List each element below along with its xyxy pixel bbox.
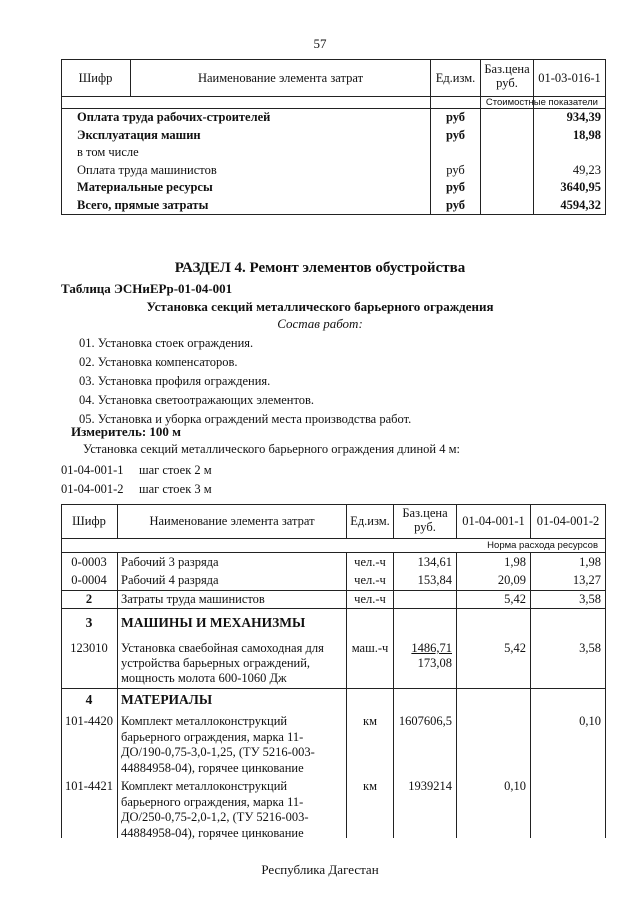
cost-row-name: Эксплуатация машин xyxy=(77,127,201,142)
footer: Республика Дагестан xyxy=(261,862,379,877)
row-unit: км xyxy=(363,714,377,728)
variant-code: 01-04-001-1 xyxy=(61,463,124,477)
row-unit: чел.-ч xyxy=(354,592,386,606)
row-name: Комплект металлоконструкций барьерного ограждения, марка 11- ДО/190-0,75-3,0-1,25, (ТУ 5216-003- 44884958-04), горячее цинкование xyxy=(121,714,315,775)
cost-row-unit: руб xyxy=(445,197,466,212)
row-name: Затраты труда машинистов xyxy=(121,592,265,606)
row-value2: 0,10 xyxy=(579,714,601,728)
variant-list xyxy=(61,461,212,499)
table-id: Таблица ЭСНиЕРр-01-04-001 xyxy=(61,281,233,296)
cost-row xyxy=(61,198,606,216)
section-name: МАТЕРИАЛЫ xyxy=(121,692,213,707)
row-code: 0-0004 xyxy=(71,573,107,587)
row-value1: 5,42 xyxy=(504,592,526,606)
header-price: Баз.цена руб. xyxy=(402,506,448,534)
subheader: Стоимостные показатели xyxy=(485,97,598,108)
variant-text: шаг стоек 2 м xyxy=(139,463,212,477)
row-value2: 1,98 xyxy=(579,555,601,569)
row-price: 153,84 xyxy=(417,573,452,587)
header-code: Шифр xyxy=(72,514,106,528)
cost-row xyxy=(61,128,606,146)
variant-code: 01-04-001-2 xyxy=(61,482,124,496)
header-col1: 01-04-001-1 xyxy=(462,514,525,528)
row-name: Комплект металлоконструкций барьерного ограждения, марка 11- ДО/250-0,75-2,0-1,2, (ТУ 5216-003- 44884958-04), горячее цинкование xyxy=(121,779,309,840)
row-price: 1607606,5 xyxy=(398,714,452,728)
row-name: Рабочий 3 разряда xyxy=(121,555,219,569)
row-name: Установка сваебойная самоходная для устройства барьерных ограждений, мощность молота 600-1060 Дж xyxy=(121,641,324,685)
row-code: 0-0003 xyxy=(71,555,107,569)
work-list xyxy=(79,334,411,429)
work-item: 01. Установка стоек ограждения. xyxy=(79,336,254,350)
cost-row-name: Оплата труда машинистов xyxy=(77,162,217,177)
variant-item xyxy=(61,461,212,480)
header-col: 01-03-016-1 xyxy=(538,71,601,85)
intro-text: Установка секций металлического барьерного ограждения длиной 4 м: xyxy=(83,442,461,456)
cost-row xyxy=(61,163,606,181)
cost-row-value: 3640,95 xyxy=(560,180,601,194)
cost-row-unit: руб xyxy=(445,180,466,194)
cost-row-unit: руб xyxy=(445,110,466,124)
section-title: РАЗДЕЛ 4. Ремонт элементов обустройства xyxy=(174,260,466,276)
row-code: 101-4420 xyxy=(65,714,113,728)
cost-row-name: Оплата труда рабочих-строителей xyxy=(77,110,271,124)
row-name: Рабочий 4 разряда xyxy=(121,573,219,587)
variant-text: шаг стоек 3 м xyxy=(139,482,212,496)
row-code: 123010 xyxy=(70,641,108,655)
cost-row-value: 934,39 xyxy=(566,110,601,124)
cost-row xyxy=(61,180,606,198)
row-unit: чел.-ч xyxy=(354,555,386,569)
cost-table xyxy=(61,59,606,217)
cost-row-unit: руб xyxy=(445,127,466,142)
page-number: 57 xyxy=(313,36,327,51)
row-value2: 13,27 xyxy=(572,573,601,587)
cost-row-name: Материальные ресурсы xyxy=(77,180,213,194)
cost-row-value: 4594,32 xyxy=(560,197,601,212)
row-unit: маш.-ч xyxy=(351,641,389,655)
header-code: Шифр xyxy=(78,71,113,85)
cost-row-value: 18,98 xyxy=(572,127,601,142)
subheader: Норма расхода ресурсов xyxy=(487,540,598,551)
work-title: Состав работ: xyxy=(277,316,363,331)
section-code: 3 xyxy=(85,615,93,630)
work-item: 05. Установка и уборка ограждений места производства работ. xyxy=(79,412,412,426)
cost-row-name: Всего, прямые затраты xyxy=(77,197,209,212)
resource-table xyxy=(61,504,606,838)
header-name: Наименование элемента затрат xyxy=(197,71,364,85)
header-unit: Ед.изм. xyxy=(350,514,390,528)
section-name: МАШИНЫ И МЕХАНИЗМЫ xyxy=(121,615,306,630)
work-item: 04. Установка светоотражающих элементов. xyxy=(79,393,315,407)
row-value1: 1,98 xyxy=(504,555,526,569)
work-item: 03. Установка профиля ограждения. xyxy=(79,374,271,388)
row-unit: чел.-ч xyxy=(354,573,386,587)
cost-row-unit: руб xyxy=(446,162,465,177)
row-price: 1939214 xyxy=(408,779,452,793)
meter: Измеритель: 100 м xyxy=(71,424,182,439)
header-unit: Ед.изм. xyxy=(435,71,476,85)
cost-row xyxy=(61,110,606,128)
row-price: 134,61 xyxy=(417,555,452,569)
row-code: 2 xyxy=(85,592,93,606)
work-item: 02. Установка компенсаторов. xyxy=(79,355,238,369)
row-unit: км xyxy=(363,779,377,793)
cost-row-name: в том числе xyxy=(77,145,139,159)
header-name: Наименование элемента затрат xyxy=(149,514,315,528)
row-code: 101-4421 xyxy=(65,779,113,793)
header-price: Баз.цена руб. xyxy=(484,62,530,90)
table-title: Установка секций металлического барьерного ограждения xyxy=(146,299,494,314)
header-col2: 01-04-001-2 xyxy=(536,514,600,528)
row-value2: 3,58 xyxy=(579,641,601,655)
variant-item xyxy=(61,480,212,499)
row-value1: 0,10 xyxy=(504,779,526,793)
section-code: 4 xyxy=(85,692,93,707)
cost-row-value: 49,23 xyxy=(572,162,601,177)
row-value1: 20,09 xyxy=(497,573,526,587)
row-price: 1486,71 173,08 xyxy=(411,641,452,670)
row-value1: 5,42 xyxy=(504,641,526,655)
row-value2: 3,58 xyxy=(579,592,601,606)
cost-row xyxy=(61,145,606,163)
